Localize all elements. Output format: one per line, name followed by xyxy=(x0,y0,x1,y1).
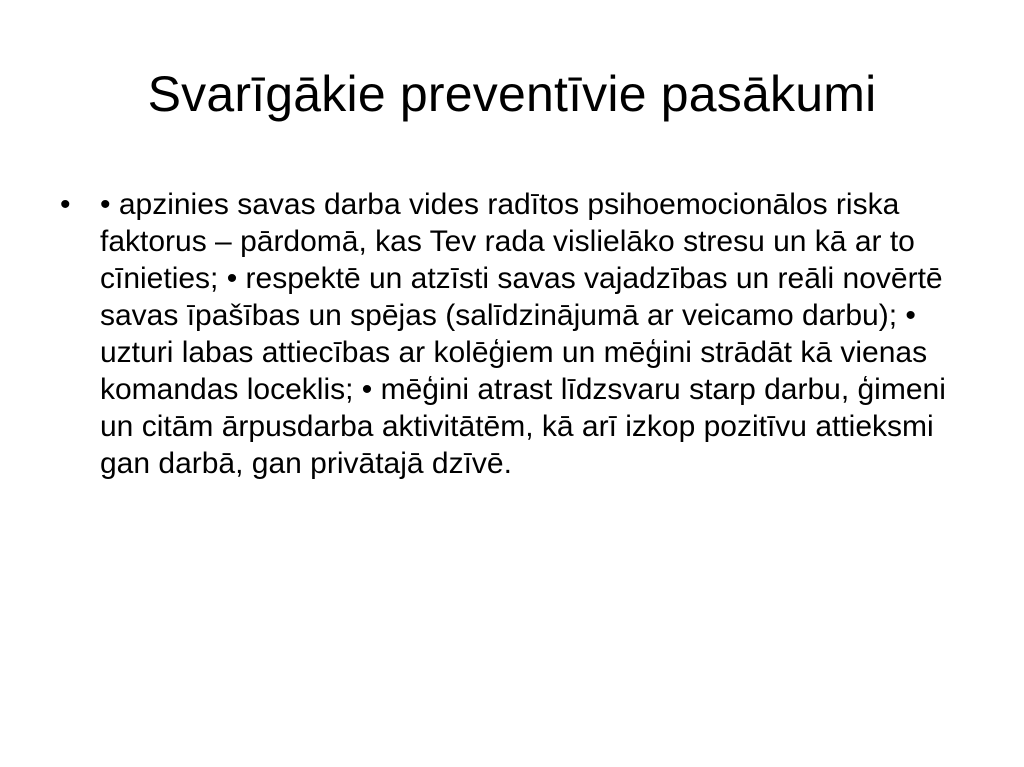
bullet-item xyxy=(58,186,978,482)
bullet-marker: • xyxy=(60,188,71,221)
bullet-text: • apzinies savas darba vides radītos psihoemocionālos riska faktorus – pārdomā, kas Tev rada vislielāko stresu un kā ar to cīnieties; • respektē un atzīsti savas vajadzības un reāli novērtē savas īpašības un spējas (salīdzinājumā ar veicamo darbu); • uzturi labas attiecības ar kolēģiem un mēģini strādāt kā vienas komandas loceklis; • mēģini atrast līdzsvaru starp darbu, ģimeni un citām ārpusdarba aktivitātēm, kā arī izkop pozitīvu attieksmi gan darbā, gan privātajā dzīvē. xyxy=(100,188,946,480)
bullet-list xyxy=(58,186,978,482)
slide-title: Svarīgākie preventīvie pasākumi xyxy=(147,66,877,122)
